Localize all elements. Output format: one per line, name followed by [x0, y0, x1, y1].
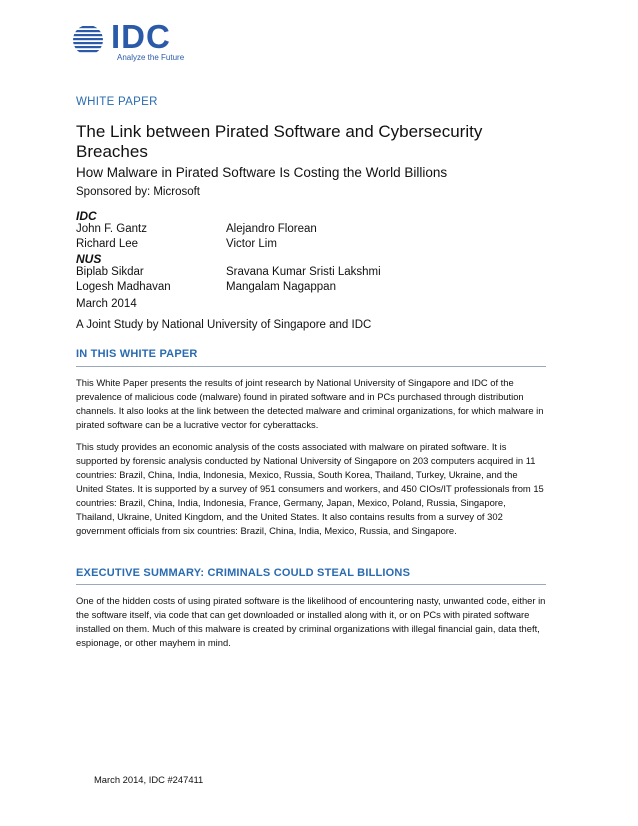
paragraph: This White Paper presents the results of joint research by National University of Singapore and IDC of the prevalence of malicious code (malware) found in pirated software and in PCs purchased through distribution channels. It also looks at the link between the detected malware and criminal organizations, for which malware in pirated software can be a lucrative vector for cyberattacks. — [76, 377, 544, 430]
author-name: Sravana Kumar Sristi Lakshmi — [226, 266, 381, 278]
joint-study-line: A Joint Study by National University of Singapore and IDC — [76, 319, 372, 331]
section-divider — [76, 584, 546, 585]
org-heading-nus: NUS — [76, 252, 102, 266]
org-heading-idc: IDC — [76, 209, 97, 223]
author-list-idc — [76, 222, 546, 252]
author-name: Victor Lim — [226, 238, 277, 250]
globe-icon — [71, 24, 111, 56]
sponsor-line: Sponsored by: Microsoft — [76, 186, 201, 198]
page-footer: March 2014, IDC #247411 — [94, 774, 204, 785]
document-type-label: WHITE PAPER — [76, 96, 158, 108]
author-name: John F. Gantz — [76, 223, 147, 235]
author-name: Biplab Sikdar — [76, 266, 144, 278]
author-column — [76, 222, 147, 252]
page-title: The Link between Pirated Software and Cybersecurity Breaches — [76, 122, 483, 161]
author-column — [226, 222, 317, 252]
author-name: Richard Lee — [76, 238, 139, 250]
idc-logo — [71, 18, 185, 64]
paragraph: This study provides an economic analysis of the costs associated with malware on pirated software. It is supported by forensic analysis conducted by National University of Singapore on 203 computers acquired in 11 countries: Brazil, China, India, Indonesia, Mexico, Russia, South Korea, Thailand, Turkey, Ukraine, and the United States. It is supported by a survey of 951 consumers and workers, and 450 CIOs/IT professionals from 15 countries: Brazil, China, India, Indonesia, France, Germany, Japan, Mexico, Poland, Russia, Singapore, Thailand, Ukraine, United Kingdom, and the United States. It also contains results from a survey of 302 government officials from six countries: Brazil, China, India, Mexico, Russia, and Singapore. — [76, 441, 544, 536]
author-list-nus — [76, 265, 546, 295]
publication-date: March 2014 — [76, 298, 137, 310]
author-column — [76, 265, 171, 295]
logo-brand: IDC — [111, 18, 171, 55]
section-heading-in-this-paper: IN THIS WHITE PAPER — [76, 348, 198, 360]
author-name: Mangalam Nagappan — [226, 281, 336, 293]
author-name: Alejandro Florean — [226, 223, 317, 235]
paragraph: One of the hidden costs of using pirated software is the likelihood of encountering nasty, unwanted code, either in the software itself, via code that can get downloaded or installed along with it, or on PCs with pirated software installed on them. Much of this malware is created by criminal organizations with illegal financial gain, data theft, espionage, or other mayhem in mind. — [76, 595, 546, 648]
logo-tagline: Analyze the Future — [117, 53, 185, 62]
author-name: Logesh Madhavan — [76, 281, 171, 293]
section-divider — [76, 366, 546, 367]
page-subtitle: How Malware in Pirated Software Is Costing the World Billions — [76, 165, 448, 180]
author-column — [226, 265, 381, 295]
section-heading-executive-summary: EXECUTIVE SUMMARY: CRIMINALS COULD STEAL BILLIONS — [76, 567, 411, 579]
